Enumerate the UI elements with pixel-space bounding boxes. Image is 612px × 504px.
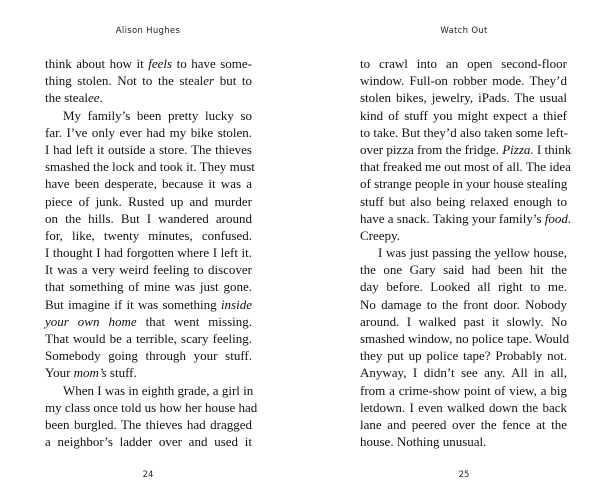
text-run: for, like, twenty minutes, confused.	[45, 227, 252, 243]
text-run: stuff.	[106, 365, 137, 381]
text-line	[360, 364, 567, 381]
text-line	[45, 193, 252, 210]
text-run: house. Nothing unusual.	[360, 434, 487, 450]
text-line	[45, 261, 252, 278]
text-run: lane and peered over the fence at the	[360, 416, 567, 432]
text-run: Somebody going through your stuff.	[45, 348, 252, 364]
text-line	[45, 89, 252, 106]
text-line	[360, 313, 567, 330]
text-line	[45, 55, 252, 72]
text-run: have been desperate, because it was a	[45, 176, 252, 192]
text-run: Your	[45, 365, 74, 381]
italic-text: ee	[87, 90, 100, 106]
text-line	[360, 382, 567, 399]
text-run: of strange people in your house stealing	[360, 176, 568, 192]
text-run: around. I walked past it slowly. No	[360, 313, 567, 329]
italic-text: er	[203, 73, 215, 89]
text-run: stolen bikes, jewelry, iPads. The usual	[360, 90, 567, 106]
text-run: No damage to the front door. Nobody	[360, 296, 567, 312]
text-run: but to	[214, 73, 252, 89]
text-line	[45, 433, 252, 450]
text-run: to take. But they’d also taken some left-	[360, 124, 568, 140]
text-line	[45, 278, 252, 295]
text-run: the one Gary said had been hit the	[360, 262, 567, 278]
text-run: day before. Looked all right to me.	[360, 279, 567, 295]
text-line	[45, 364, 252, 381]
text-line	[45, 72, 252, 89]
text-line	[45, 210, 252, 227]
text-run: Creepy.	[360, 227, 400, 243]
text-run: a neighbor’s ladder over and used it	[45, 434, 252, 450]
text-line	[45, 124, 252, 141]
text-line	[360, 416, 567, 433]
text-run: to crawl into an open second-floor	[360, 56, 567, 71]
text-run: I was just passing the yellow house,	[378, 245, 567, 261]
text-line	[45, 330, 252, 347]
text-run: letdown. I even walked down the back	[360, 399, 567, 415]
body-text	[45, 55, 258, 450]
text-run: smashed window, no police tape. Would	[360, 331, 570, 346]
text-line	[45, 244, 252, 261]
text-run: to have some-	[172, 56, 253, 71]
text-line	[360, 175, 567, 192]
text-run: from a crime-show point of view, a big	[360, 382, 567, 398]
text-line	[360, 89, 567, 106]
text-run: kind of stuff you might expect a thief	[360, 107, 567, 123]
text-run: they put up police tape? Probably not.	[360, 348, 567, 364]
italic-text: your own home	[45, 313, 137, 329]
text-line	[45, 107, 252, 124]
text-run: .	[567, 210, 572, 226]
text-line	[360, 72, 567, 89]
text-line	[360, 55, 567, 72]
text-line	[360, 278, 567, 295]
italic-text: Pizza	[502, 141, 531, 157]
text-line	[45, 416, 252, 433]
text-line	[360, 107, 567, 124]
text-run: My family’s been pretty lucky so	[63, 107, 252, 123]
italic-text: inside	[220, 296, 252, 312]
text-line	[360, 210, 572, 227]
italic-text: food	[544, 210, 568, 226]
text-line	[360, 227, 567, 244]
text-line	[360, 244, 567, 261]
text-line	[45, 296, 252, 313]
text-line	[45, 175, 252, 192]
text-line	[45, 347, 252, 364]
text-line	[360, 399, 567, 416]
text-line	[45, 382, 252, 399]
text-run: That would be a terrible, scary feeling.	[45, 331, 252, 346]
text-line	[45, 399, 258, 416]
text-run: .	[99, 90, 103, 106]
text-run: on the hills. But I wandered around	[45, 210, 252, 226]
text-run: have a snack. Taking your family’s	[360, 210, 545, 226]
text-run: I had left it outside a store. The thieves	[45, 141, 252, 157]
text-line	[360, 347, 567, 364]
text-run: But imagine if it was something	[45, 296, 221, 312]
text-run: I thought I had forgotten where I left it.	[45, 245, 252, 261]
text-run: that went missing.	[136, 313, 252, 329]
page-number: 24	[142, 470, 154, 480]
text-run: When I was in eighth grade, a girl in	[63, 382, 254, 398]
text-run: Anyway, I didn’t see any. All in all,	[360, 365, 567, 381]
running-head-author: Alison Hughes	[115, 26, 181, 36]
italic-text: mom’s	[73, 365, 107, 381]
body-text	[360, 55, 572, 450]
page-number: 25	[458, 470, 470, 480]
text-run: think about how it	[45, 56, 149, 71]
text-run: It was a very weird feeling to discover	[45, 262, 252, 278]
text-run: my class once told us how her house had	[45, 399, 258, 415]
text-run: been burgled. The thieves had dragged	[45, 416, 252, 432]
text-line	[360, 158, 571, 175]
text-line	[360, 193, 567, 210]
text-run: the steal	[45, 90, 88, 106]
text-line	[360, 261, 567, 278]
text-line	[360, 124, 567, 141]
text-line	[360, 141, 572, 158]
italic-text: feels	[148, 56, 173, 71]
text-line	[45, 227, 252, 244]
text-line	[45, 158, 255, 175]
text-run: that something of mine was just gone.	[45, 279, 252, 295]
text-line	[360, 330, 570, 347]
text-run: that freaked me out most of all. The idea	[360, 159, 571, 175]
text-run: window. Full-on robber mode. They’d	[360, 73, 567, 89]
text-run: smashed the lock and took it. They must	[45, 159, 255, 175]
text-run: . I think	[530, 141, 572, 157]
text-line	[360, 296, 567, 313]
text-run: stuff but also being relaxed enough to	[360, 193, 567, 209]
text-run: far. I’ve only ever had my bike stolen.	[45, 124, 252, 140]
right-page	[306, 0, 612, 504]
text-run: piece of junk. Rusted up and murder	[45, 193, 252, 209]
text-run: over pizza from the fridge.	[360, 141, 503, 157]
text-line	[45, 141, 252, 158]
text-run: thing stolen. Not to the steal	[45, 73, 204, 89]
text-line	[360, 433, 567, 450]
running-head-title: Watch Out	[440, 26, 488, 36]
text-line	[45, 313, 252, 330]
